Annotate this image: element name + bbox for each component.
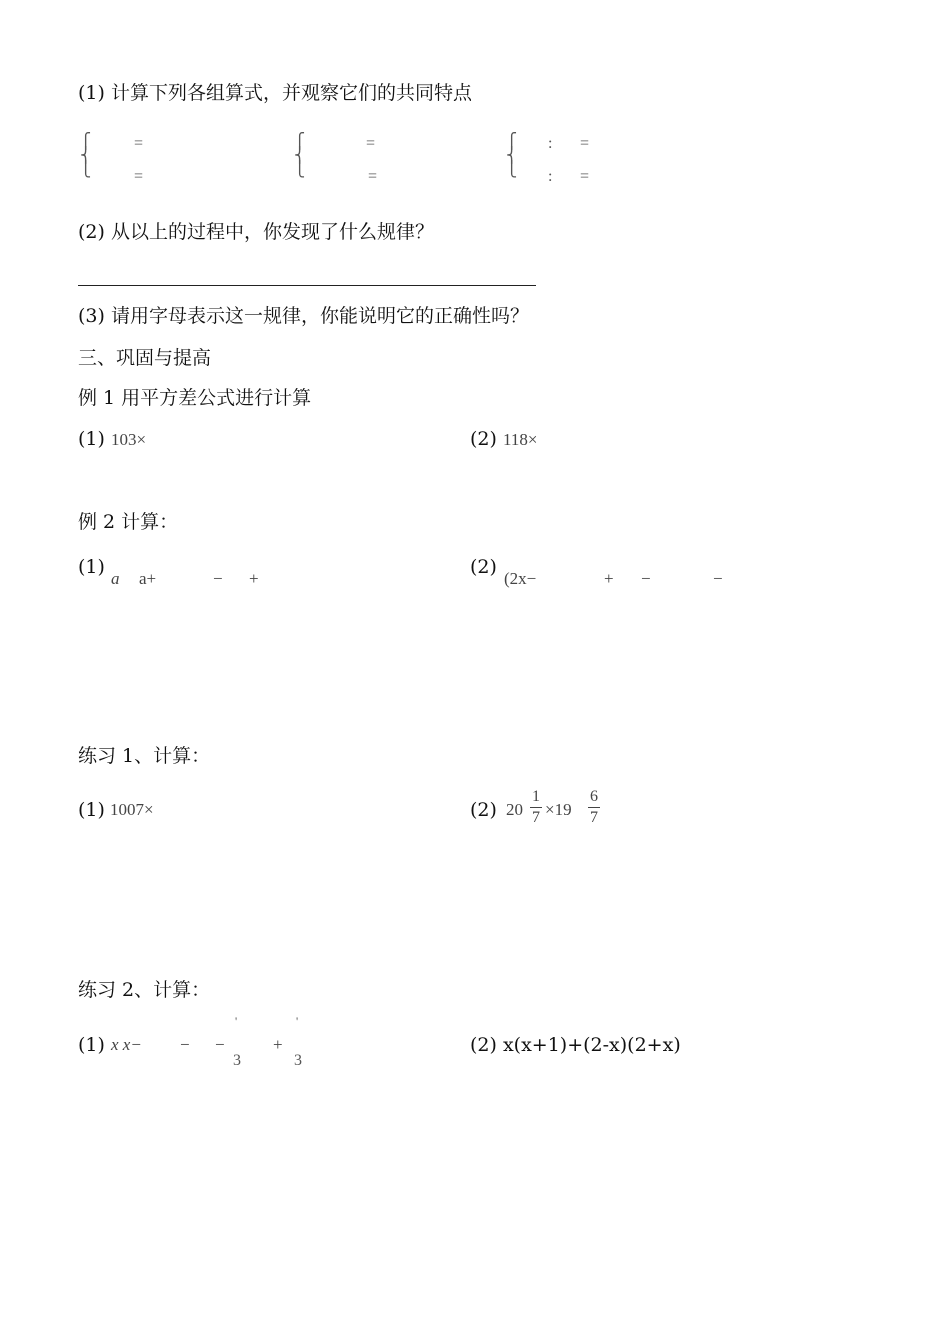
colon-mark: : [548,168,553,185]
question-1: (1) 计算下列各组算式，并观察它们的共同特点 [78,82,472,104]
equals-sign: = [366,135,376,152]
plus-sign: + [604,569,614,588]
minus-sign: − [713,569,723,588]
numerator-mark: ' [296,1014,299,1028]
numerator: 6 [590,788,598,805]
part-label: (1) [78,556,105,578]
math-expression: 103× [110,430,147,449]
left-brace-icon: ⎧ ⎨ ⎩ [506,132,518,178]
numerator: 1 [532,788,540,805]
plus-sign: + [273,1035,283,1054]
denominator: 3 [294,1052,302,1069]
equals-sign: = [134,135,144,152]
math-expression: ×19 [545,800,572,819]
denominator: 3 [233,1052,241,1069]
example-1-part-2 [470,427,537,452]
practice-2-title: 练习 2、计算： [78,979,211,1001]
fraction [530,788,542,827]
denominator: 7 [532,809,540,826]
equals-sign: = [368,168,378,185]
math-expression: x x− [111,1035,142,1054]
section-heading: 三、巩固与提高 [78,347,212,369]
math-expression: 118× [502,430,538,449]
equals-sign: = [134,168,144,185]
part-label: (1) [78,428,105,450]
part-label: (1) [78,799,105,821]
minus-sign: − [180,1035,190,1054]
equals-sign: = [580,168,590,185]
equals-sign: = [580,135,590,152]
question-2: (2) 从以上的过程中，你发现了什么规律？ [78,221,434,243]
left-brace-icon: ⎧ ⎨ ⎩ [80,132,92,178]
part-label: (1) [78,1034,105,1056]
minus-sign: − [213,569,223,588]
fraction [588,788,600,827]
plus-sign: + [249,569,259,588]
example-2-title: 例 2 计算： [78,511,179,533]
whole-number: 20 [506,800,523,819]
minus-sign: − [641,569,651,588]
denominator: 7 [590,809,598,826]
math-expression: 1007× [110,800,154,819]
example-1-part-1 [78,427,146,452]
question-3: (3) 请用字母表示这一规律，你能说明它的正确性吗？ [78,305,529,327]
answer-line [78,285,536,286]
colon-mark: : [548,135,553,152]
fraction-bar [530,807,542,808]
example-1-title: 例 1 用平方差公式进行计算 [78,387,312,409]
minus-sign: − [215,1035,225,1054]
part-label: (2) [470,799,497,821]
part-label: (2) [470,556,497,578]
math-term: a+ [139,569,157,588]
numerator-mark: ' [235,1014,238,1028]
fraction-bar [588,807,600,808]
left-brace-icon: ⎧ ⎨ ⎩ [294,132,306,178]
practice-2-part-2: (2) x(x+1)+(2-x)(2+x) [470,1034,681,1056]
part-label: (2) [470,428,497,450]
math-term: (2x− [504,569,537,588]
math-term: a [111,569,120,588]
practice-1-title: 练习 1、计算： [78,745,211,767]
